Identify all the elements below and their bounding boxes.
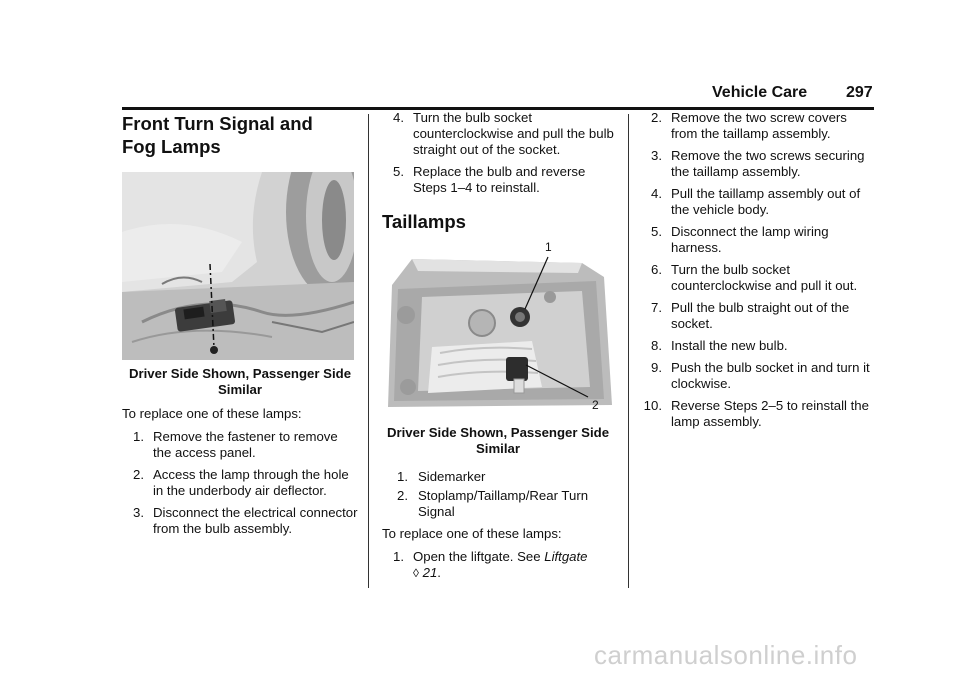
list-item — [122, 505, 358, 537]
page-number: 297 — [846, 84, 873, 101]
column-1 — [122, 110, 358, 543]
step-number: 3. — [133, 505, 144, 520]
list-item — [382, 164, 614, 196]
step-number: 10. — [643, 398, 662, 413]
step-text: Pull the bulb straight out of the socket. — [671, 300, 850, 331]
legend-number: 2. — [397, 488, 408, 503]
list-item — [640, 110, 876, 142]
list-item — [382, 469, 614, 485]
step-text: Turn the bulb socket counterclockwise and pull it out. — [671, 262, 858, 293]
section-title-taillamps: Taillamps — [382, 211, 466, 232]
legend-number: 1. — [397, 469, 408, 484]
watermark: carmanualsonline.info — [594, 640, 858, 670]
callout-2: 2 — [592, 398, 599, 412]
step-number: 1. — [393, 549, 404, 564]
step-text: Push the bulb socket in and turn it clockwise. — [671, 360, 870, 391]
step-number: 5. — [393, 164, 404, 179]
list-item — [640, 186, 876, 218]
step-number: 2. — [651, 110, 662, 125]
page-ref-icon: ◊ — [413, 566, 419, 580]
step-text: Pull the taillamp assembly out of the vehicle body. — [671, 186, 861, 217]
front-lamp-illustration — [122, 172, 354, 360]
step-number: 8. — [651, 338, 662, 353]
column-divider-2 — [628, 114, 629, 588]
figure-caption-front: Driver Side Shown, Passenger Side Similar — [128, 366, 352, 397]
list-item — [640, 338, 876, 354]
list-item — [640, 398, 876, 430]
running-header-section: Vehicle Care — [712, 84, 808, 101]
intro-text-taillamp: To replace one of these lamps: — [382, 526, 562, 541]
step-number: 2. — [133, 467, 144, 482]
legend-text: Stoplamp/Taillamp/Rear Turn Signal — [418, 488, 589, 519]
legend-text: Sidemarker — [418, 469, 486, 484]
liftgate-link[interactable]: Liftgate — [544, 549, 588, 564]
step-text: Replace the bulb and reverse Steps 1–4 to reinstall. — [413, 164, 586, 195]
figure-caption-taillamp: Driver Side Shown, Passenger Side Similar — [386, 425, 610, 456]
steps-list-taillamp — [382, 549, 614, 581]
callout-legend — [382, 469, 614, 520]
step-number: 4. — [651, 186, 662, 201]
column-3 — [640, 110, 876, 436]
page-ref-number[interactable]: 21 — [422, 565, 438, 580]
column-2 — [382, 110, 614, 587]
section-title-front-turn-signal: Front Turn Signal and Fog Lamps — [122, 113, 313, 157]
callout-1: 1 — [545, 240, 552, 254]
taillamp-illustration — [382, 237, 614, 417]
list-item — [640, 300, 876, 332]
list-item — [122, 429, 358, 461]
step-number: 4. — [393, 110, 404, 125]
step-end-punct: . — [437, 565, 441, 580]
list-item — [382, 110, 614, 158]
step-text: Remove the fastener to remove the access panel. — [153, 429, 338, 460]
column-divider-1 — [368, 114, 369, 588]
list-item — [640, 224, 876, 256]
steps-list-front — [122, 429, 358, 537]
step-text: Disconnect the lamp wiring harness. — [671, 224, 829, 255]
step-text: Access the lamp through the hole in the underbody air deflector. — [153, 467, 349, 498]
list-item — [382, 488, 614, 520]
step-number: 3. — [651, 148, 662, 163]
list-item — [640, 262, 876, 294]
step-text: Disconnect the electrical connector from the bulb assembly. — [153, 505, 358, 536]
step-number: 5. — [651, 224, 662, 239]
step-number: 7. — [651, 300, 662, 315]
step-text: Remove the two screws securing the taillamp assembly. — [671, 148, 865, 179]
list-item — [640, 148, 876, 180]
list-item — [640, 360, 876, 392]
step-number: 1. — [133, 429, 144, 444]
step-number: 6. — [651, 262, 662, 277]
step-text: Turn the bulb socket counterclockwise and pull the bulb straight out of the socket. — [413, 110, 614, 157]
step-number: 9. — [651, 360, 662, 375]
step-text: Install the new bulb. — [671, 338, 788, 353]
list-item — [122, 467, 358, 499]
steps-list-front-continued — [382, 110, 614, 196]
step-text: Reverse Steps 2–5 to reinstall the lamp assembly. — [671, 398, 869, 429]
intro-text-front: To replace one of these lamps: — [122, 406, 302, 421]
steps-list-taillamp-continued — [640, 110, 876, 430]
list-item — [382, 549, 614, 581]
step-text: Remove the two screw covers from the taillamp assembly. — [671, 110, 847, 141]
step-text: Open the liftgate. See — [413, 549, 545, 564]
